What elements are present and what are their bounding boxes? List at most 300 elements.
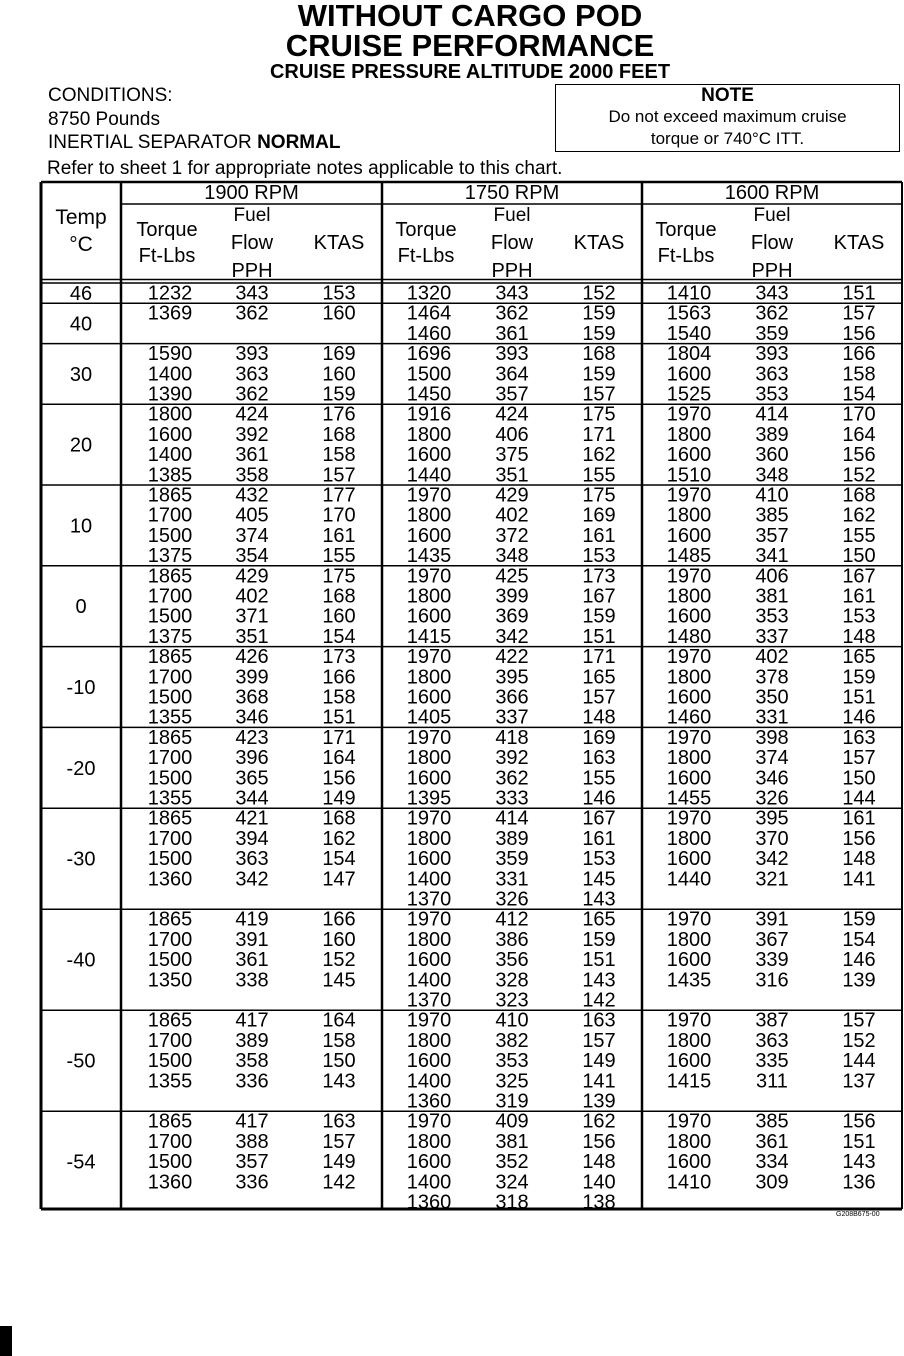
fuel-flow-value: 326 — [755, 787, 789, 810]
fuel-flow-value: 414 — [755, 403, 789, 426]
fuel-flow-value: 363 — [755, 1029, 789, 1052]
torque-value: 1970 — [666, 726, 712, 749]
fuel-flow-value: 429 — [235, 565, 269, 588]
torque-value: 1500 — [147, 848, 193, 871]
torque-value: 1360 — [406, 1191, 452, 1214]
ktas-value: 140 — [582, 1171, 616, 1194]
torque-unit-header: Ft-Lbs — [657, 245, 715, 267]
temp-value: 0 — [75, 596, 87, 619]
torque-value: 1395 — [406, 787, 452, 810]
fuel-flow-value: 409 — [495, 1110, 529, 1133]
torque-value: 1410 — [666, 282, 712, 305]
torque-value: 1500 — [147, 605, 193, 628]
fuel-flow-value: 417 — [235, 1110, 269, 1133]
fuel-flow-value: 360 — [755, 444, 789, 467]
torque-value: 1400 — [147, 444, 193, 467]
fuel-flow-value: 343 — [235, 282, 269, 305]
ktas-value: 160 — [322, 302, 356, 325]
ktas-value: 151 — [322, 706, 356, 729]
torque-value: 1970 — [406, 1110, 452, 1133]
torque-value: 1360 — [406, 1090, 452, 1113]
separator-value: NORMAL — [257, 132, 341, 153]
ktas-value: 162 — [322, 827, 356, 850]
fuel-flow-value: 393 — [235, 343, 269, 366]
torque-value: 1970 — [406, 1009, 452, 1032]
torque-value: 1970 — [666, 484, 712, 507]
ktas-value: 149 — [322, 1151, 356, 1174]
ktas-value: 159 — [842, 666, 876, 689]
ktas-value: 161 — [582, 827, 616, 850]
fuel-flow-value: 346 — [755, 767, 789, 790]
torque-value: 1970 — [666, 908, 712, 931]
ktas-value: 136 — [842, 1171, 876, 1194]
fuel-flow-value: 375 — [495, 444, 529, 467]
ktas-value: 155 — [842, 524, 876, 547]
ktas-value: 155 — [582, 464, 616, 487]
fuel-flow-value: 402 — [495, 504, 529, 527]
ktas-value: 150 — [322, 1050, 356, 1073]
ktas-value: 162 — [842, 504, 876, 527]
fuel-flow-value: 366 — [495, 686, 529, 709]
fuel-flow-value: 335 — [755, 1050, 789, 1073]
torque-value: 1865 — [147, 807, 193, 830]
ktas-value: 161 — [322, 524, 356, 547]
torque-value: 1800 — [666, 827, 712, 850]
fuel-flow-value: 421 — [235, 807, 269, 830]
page-corner-mark — [0, 1326, 12, 1356]
torque-value: 1600 — [666, 524, 712, 547]
temp-value: -40 — [66, 949, 96, 972]
refer-note: Refer to sheet 1 for appropriate notes applicable to this chart. — [47, 158, 563, 179]
fuel-flow-value: 363 — [755, 363, 789, 386]
ktas-value: 152 — [322, 949, 356, 972]
torque-value: 1600 — [666, 686, 712, 709]
ktas-value: 160 — [322, 928, 356, 951]
ktas-value: 167 — [582, 807, 616, 830]
fuel-flow-value: 328 — [495, 969, 529, 992]
fuel-flow-value: 309 — [755, 1171, 789, 1194]
ktas-value: 145 — [322, 969, 356, 992]
ktas-value: 161 — [582, 524, 616, 547]
torque-value: 1800 — [666, 1130, 712, 1153]
torque-value: 1435 — [406, 545, 452, 568]
title-line-2: CRUISE PERFORMANCE — [285, 28, 655, 63]
fuel-flow-value: 348 — [495, 545, 529, 568]
torque-value: 1500 — [147, 767, 193, 790]
torque-value: 1865 — [147, 484, 193, 507]
temp-value: -20 — [66, 757, 96, 780]
note-line-2: torque or 740°C ITT. — [650, 129, 805, 148]
ktas-value: 152 — [842, 1029, 876, 1052]
torque-value: 1600 — [406, 949, 452, 972]
torque-value: 1400 — [406, 868, 452, 891]
ktas-value: 144 — [842, 1050, 876, 1073]
ktas-value: 146 — [842, 706, 876, 729]
fuel-flow-value: 414 — [495, 807, 529, 830]
fuel-flow-value: 358 — [235, 464, 269, 487]
torque-value: 1800 — [406, 504, 452, 527]
torque-value: 1410 — [666, 1171, 712, 1194]
conditions-weight: 8750 Pounds — [48, 109, 160, 130]
torque-value: 1865 — [147, 565, 193, 588]
fuel-flow-value: 391 — [755, 908, 789, 931]
temp-value: 30 — [69, 363, 93, 386]
torque-value: 1800 — [666, 1029, 712, 1052]
torque-value: 1400 — [147, 363, 193, 386]
fuel-flow-value: 368 — [235, 686, 269, 709]
ktas-value: 156 — [842, 1110, 876, 1133]
fuel-flow-value: 324 — [495, 1171, 529, 1194]
ktas-header: KTAS — [573, 232, 625, 254]
fuel-flow-value: 394 — [235, 827, 269, 850]
fuel-flow-value: 402 — [755, 646, 789, 669]
torque-value: 1320 — [406, 282, 452, 305]
ktas-value: 148 — [842, 625, 876, 648]
ktas-value: 151 — [842, 282, 876, 305]
torque-value: 1415 — [666, 1070, 712, 1093]
torque-value: 1464 — [406, 302, 452, 325]
conditions-label: CONDITIONS: — [48, 85, 173, 106]
ktas-value: 163 — [322, 1110, 356, 1133]
temp-value: -54 — [66, 1151, 96, 1174]
ktas-value: 151 — [582, 949, 616, 972]
ktas-value: 153 — [582, 545, 616, 568]
fuel-flow-value: 406 — [495, 423, 529, 446]
fuel-flow-value: 316 — [755, 969, 789, 992]
ktas-value: 171 — [322, 726, 356, 749]
ktas-value: 153 — [582, 848, 616, 871]
torque-value: 1385 — [147, 464, 193, 487]
torque-value: 1700 — [147, 747, 193, 770]
temp-unit-header: °C — [69, 233, 93, 256]
ktas-value: 152 — [582, 282, 616, 305]
ktas-value: 143 — [322, 1070, 356, 1093]
torque-value: 1435 — [666, 969, 712, 992]
fuel-flow-value: 362 — [755, 302, 789, 325]
fuel-flow-value: 392 — [495, 747, 529, 770]
ktas-value: 149 — [322, 787, 356, 810]
torque-value: 1865 — [147, 1110, 193, 1133]
note-line-1: Do not exceed maximum cruise — [608, 107, 847, 126]
fuel-flow-value: 346 — [235, 706, 269, 729]
torque-value: 1970 — [406, 807, 452, 830]
torque-header: Torque — [136, 219, 198, 241]
figure-id: G208B675-00 — [836, 1211, 880, 1218]
ktas-value: 138 — [582, 1191, 616, 1214]
temp-value: -10 — [66, 677, 96, 699]
fuel-flow-value: 353 — [495, 1050, 529, 1073]
torque-value: 1600 — [666, 363, 712, 386]
torque-value: 1970 — [406, 908, 452, 931]
torque-value: 1525 — [666, 383, 712, 406]
torque-value: 1800 — [666, 504, 712, 527]
torque-value: 1600 — [406, 1050, 452, 1073]
ktas-value: 144 — [842, 787, 876, 810]
fuel-flow-value: 381 — [755, 585, 789, 608]
subtitle: CRUISE PRESSURE ALTITUDE 2000 FEET — [269, 61, 671, 83]
title-line-1: WITHOUT CARGO POD — [297, 0, 643, 33]
ktas-value: 159 — [582, 322, 616, 345]
torque-value: 1970 — [666, 807, 712, 830]
fuel-flow-value: 354 — [235, 545, 269, 568]
ktas-value: 139 — [842, 969, 876, 992]
temp-value: 40 — [69, 313, 93, 336]
ktas-value: 171 — [582, 423, 616, 446]
fuel-flow-value: 399 — [495, 585, 529, 608]
ktas-header: KTAS — [313, 232, 365, 254]
ktas-value: 170 — [842, 403, 876, 426]
fuel-flow-value: 357 — [495, 383, 529, 406]
ktas-value: 166 — [322, 908, 356, 931]
fuel-flow-value: 399 — [235, 666, 269, 689]
torque-value: 1370 — [406, 989, 452, 1012]
ktas-value: 168 — [322, 423, 356, 446]
fuel-flow-value: 363 — [235, 363, 269, 386]
fuel-flow-value: 385 — [755, 1110, 789, 1133]
torque-value: 1700 — [147, 585, 193, 608]
ktas-value: 168 — [322, 585, 356, 608]
fuel-flow-value: 362 — [495, 767, 529, 790]
fuel-flow-value: 342 — [755, 848, 789, 871]
fuel-flow-header: Flow — [230, 232, 274, 254]
torque-value: 1500 — [147, 1050, 193, 1073]
fuel-flow-value: 424 — [235, 403, 269, 426]
ktas-value: 154 — [842, 383, 876, 406]
fuel-flow-value: 378 — [755, 666, 789, 689]
torque-value: 1804 — [666, 343, 712, 366]
ktas-value: 165 — [842, 646, 876, 669]
ktas-value: 152 — [842, 464, 876, 487]
fuel-flow-value: 388 — [235, 1130, 269, 1153]
fuel-flow-value: 358 — [235, 1050, 269, 1073]
fuel-flow-value: 405 — [235, 504, 269, 527]
torque-value: 1360 — [147, 868, 193, 891]
ktas-value: 175 — [582, 403, 616, 426]
ktas-value: 156 — [842, 444, 876, 467]
fuel-flow-value: 410 — [495, 1009, 529, 1032]
torque-value: 1375 — [147, 545, 193, 568]
ktas-value: 168 — [322, 807, 356, 830]
fuel-flow-value: 338 — [235, 969, 269, 992]
torque-value: 1700 — [147, 928, 193, 951]
ktas-value: 143 — [582, 888, 616, 911]
fuel-flow-value: 418 — [495, 726, 529, 749]
temp-header: Temp — [55, 206, 107, 229]
fuel-flow-value: 422 — [495, 646, 529, 669]
fuel-flow-value: 323 — [495, 989, 529, 1012]
ktas-value: 162 — [582, 1110, 616, 1133]
fuel-flow-value: 393 — [495, 343, 529, 366]
separator-prefix: INERTIAL SEPARATOR — [48, 132, 258, 153]
fuel-flow-value: 393 — [755, 343, 789, 366]
fuel-header: Fuel — [233, 205, 271, 226]
torque-value: 1415 — [406, 625, 452, 648]
temp-value: 46 — [69, 283, 93, 306]
fuel-flow-value: 341 — [755, 545, 789, 568]
fuel-flow-value: 406 — [755, 565, 789, 588]
fuel-flow-value: 363 — [235, 848, 269, 871]
ktas-value: 164 — [322, 747, 356, 770]
ktas-value: 158 — [322, 1029, 356, 1052]
fuel-flow-value: 391 — [235, 928, 269, 951]
fuel-flow-value: 362 — [495, 302, 529, 325]
ktas-value: 156 — [582, 1130, 616, 1153]
ktas-value: 158 — [842, 363, 876, 386]
fuel-flow-value: 389 — [235, 1029, 269, 1052]
torque-value: 1485 — [666, 545, 712, 568]
fuel-flow-value: 361 — [495, 322, 529, 345]
ktas-value: 146 — [582, 787, 616, 810]
fuel-flow-value: 372 — [495, 524, 529, 547]
ktas-value: 165 — [582, 908, 616, 931]
torque-value: 1800 — [406, 827, 452, 850]
fuel-flow-value: 336 — [235, 1171, 269, 1194]
ktas-value: 157 — [322, 464, 356, 487]
ktas-value: 141 — [582, 1070, 616, 1093]
ktas-value: 158 — [322, 444, 356, 467]
torque-value: 1970 — [666, 403, 712, 426]
temp-value: 20 — [69, 434, 93, 457]
torque-value: 1540 — [666, 322, 712, 345]
rpm-group-header: 1900 RPM — [204, 182, 299, 204]
torque-value: 1970 — [406, 484, 452, 507]
fuel-pph-header: PPH — [491, 260, 533, 282]
ktas-value: 160 — [322, 363, 356, 386]
ktas-value: 156 — [322, 767, 356, 790]
torque-value: 1500 — [147, 686, 193, 709]
torque-value: 1865 — [147, 908, 193, 931]
ktas-value: 149 — [582, 1050, 616, 1073]
ktas-value: 150 — [842, 545, 876, 568]
fuel-flow-value: 311 — [756, 1070, 788, 1093]
torque-value: 1440 — [406, 464, 452, 487]
torque-value: 1369 — [147, 302, 193, 325]
ktas-value: 154 — [322, 848, 356, 871]
torque-value: 1970 — [406, 565, 452, 588]
torque-value: 1600 — [406, 848, 452, 871]
fuel-flow-value: 395 — [495, 666, 529, 689]
fuel-flow-value: 385 — [755, 504, 789, 527]
ktas-value: 148 — [582, 1151, 616, 1174]
fuel-flow-value: 432 — [235, 484, 269, 507]
ktas-value: 154 — [842, 928, 876, 951]
ktas-value: 157 — [322, 1130, 356, 1153]
torque-value: 1405 — [406, 706, 452, 729]
fuel-flow-value: 336 — [235, 1070, 269, 1093]
fuel-flow-value: 351 — [495, 464, 529, 487]
ktas-value: 139 — [582, 1090, 616, 1113]
fuel-flow-value: 429 — [495, 484, 529, 507]
torque-value: 1865 — [147, 726, 193, 749]
torque-value: 1600 — [666, 848, 712, 871]
fuel-flow-value: 353 — [755, 383, 789, 406]
ktas-value: 143 — [842, 1151, 876, 1174]
fuel-flow-value: 356 — [495, 949, 529, 972]
torque-value: 1600 — [666, 1151, 712, 1174]
torque-value: 1500 — [147, 524, 193, 547]
torque-value: 1350 — [147, 969, 193, 992]
fuel-flow-value: 423 — [235, 726, 269, 749]
fuel-flow-value: 361 — [235, 949, 269, 972]
torque-value: 1970 — [666, 565, 712, 588]
torque-unit-header: Ft-Lbs — [397, 245, 455, 267]
torque-value: 1800 — [666, 585, 712, 608]
fuel-flow-value: 371 — [235, 605, 269, 628]
torque-value: 1600 — [147, 423, 193, 446]
ktas-value: 142 — [322, 1171, 356, 1194]
ktas-value: 147 — [322, 868, 356, 891]
torque-value: 1700 — [147, 827, 193, 850]
ktas-value: 154 — [322, 625, 356, 648]
ktas-value: 167 — [582, 585, 616, 608]
ktas-value: 175 — [582, 484, 616, 507]
ktas-value: 169 — [582, 726, 616, 749]
torque-value: 1600 — [406, 605, 452, 628]
torque-value: 1400 — [406, 1070, 452, 1093]
ktas-value: 151 — [842, 1130, 876, 1153]
ktas-value: 157 — [842, 302, 876, 325]
fuel-flow-header: Flow — [490, 232, 534, 254]
torque-value: 1970 — [666, 1009, 712, 1032]
ktas-value: 156 — [842, 827, 876, 850]
ktas-value: 159 — [582, 605, 616, 628]
fuel-flow-value: 386 — [495, 928, 529, 951]
torque-value: 1375 — [147, 625, 193, 648]
ktas-value: 153 — [842, 605, 876, 628]
torque-value: 1355 — [147, 1070, 193, 1093]
ktas-value: 175 — [322, 565, 356, 588]
torque-value: 1970 — [666, 1110, 712, 1133]
ktas-value: 163 — [582, 747, 616, 770]
fuel-flow-value: 389 — [495, 827, 529, 850]
fuel-flow-value: 396 — [235, 747, 269, 770]
torque-value: 1865 — [147, 1009, 193, 1032]
fuel-flow-value: 342 — [495, 625, 529, 648]
fuel-header: Fuel — [753, 205, 791, 226]
ktas-value: 159 — [582, 302, 616, 325]
fuel-flow-value: 342 — [235, 868, 269, 891]
torque-value: 1500 — [147, 1151, 193, 1174]
torque-value: 1800 — [406, 423, 452, 446]
fuel-flow-value: 334 — [755, 1151, 789, 1174]
fuel-flow-value: 321 — [755, 868, 789, 891]
fuel-flow-value: 357 — [235, 1151, 269, 1174]
fuel-flow-value: 417 — [235, 1009, 269, 1032]
torque-value: 1970 — [406, 646, 452, 669]
fuel-flow-value: 387 — [755, 1009, 789, 1032]
ktas-value: 153 — [322, 282, 356, 305]
torque-value: 1700 — [147, 1029, 193, 1052]
fuel-flow-value: 318 — [495, 1191, 529, 1214]
fuel-pph-header: PPH — [751, 260, 793, 282]
ktas-value: 159 — [842, 908, 876, 931]
torque-value: 1590 — [147, 343, 193, 366]
fuel-flow-value: 367 — [755, 928, 789, 951]
torque-value: 1480 — [666, 625, 712, 648]
ktas-value: 163 — [842, 726, 876, 749]
rpm-group-header: 1750 RPM — [464, 182, 560, 204]
ktas-header: KTAS — [833, 232, 885, 254]
torque-value: 1600 — [406, 444, 452, 467]
ktas-value: 173 — [322, 646, 356, 669]
fuel-flow-value: 348 — [755, 464, 789, 487]
ktas-value: 170 — [322, 504, 356, 527]
torque-value: 1455 — [666, 787, 712, 810]
fuel-flow-value: 381 — [495, 1130, 529, 1153]
ktas-value: 157 — [842, 1009, 876, 1032]
torque-value: 1500 — [147, 949, 193, 972]
fuel-flow-value: 337 — [495, 706, 529, 729]
